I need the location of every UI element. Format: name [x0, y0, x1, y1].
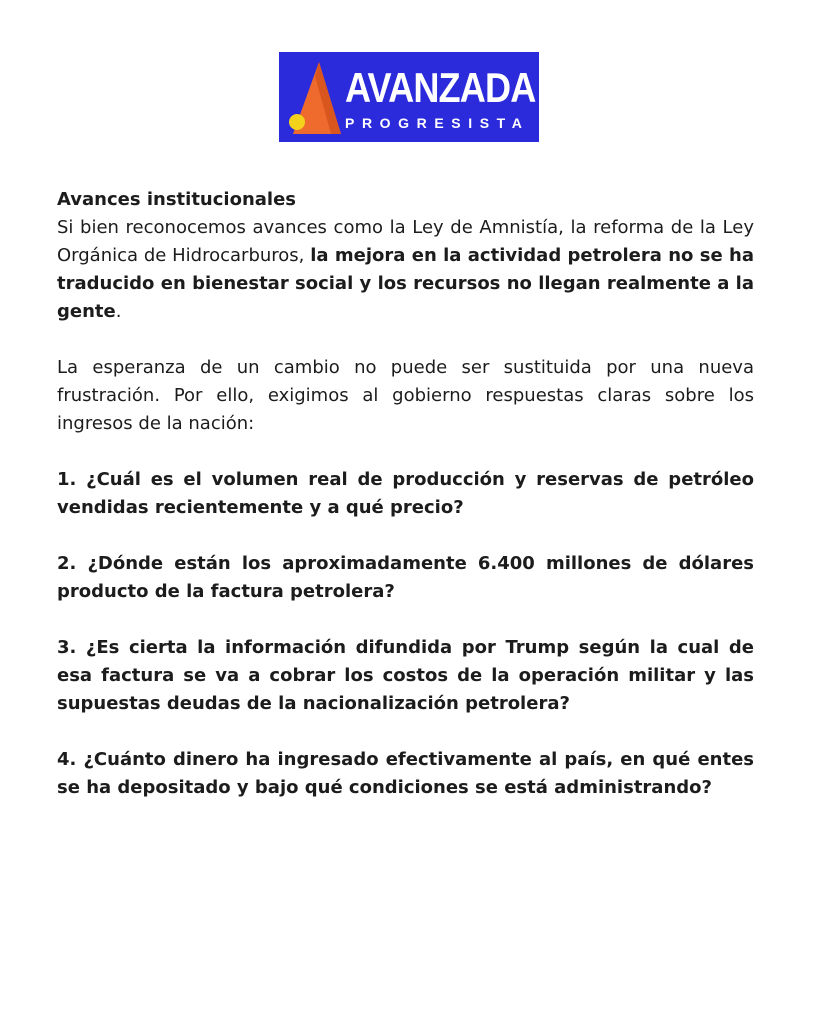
paragraph-emphasis-text: la mejora en la actividad petrolera no se ha traducido en bienestar social y los recursos no llegan realmente a la gente: [57, 245, 754, 322]
section-heading: Avances institucionales: [57, 189, 296, 210]
question-1: 1. ¿Cuál es el volumen real de producción y reservas de petróleo vendidas recientemente y a qué precio?: [57, 469, 754, 518]
logo-yellow-dot: [289, 114, 305, 130]
logo-title: AVANZADA: [345, 64, 536, 111]
paragraph-institutional-advances: [57, 214, 754, 326]
question-4: 4. ¿Cuánto dinero ha ingresado efectivamente al país, en qué entes se ha depositado y bajo qué condiciones se está administrando?: [57, 749, 754, 798]
question-2: 2. ¿Dónde están los aproximadamente 6.400 millones de dólares producto de la factura petrolera?: [57, 553, 754, 602]
logo-triangle-icon: [279, 52, 351, 142]
paragraph-intro-text: Si bien reconocemos avances como la Ley de Amnistía, la reforma de la Ley Orgánica de Hidrocarburos,: [57, 217, 754, 266]
logo-subtitle: PROGRESISTA: [345, 115, 530, 131]
question-3: 3. ¿Es cierta la información difundida por Trump según la cual de esa factura se va a cobrar los costos de la operación militar y las supuestas deudas de la nacionalización petrolera?: [57, 637, 754, 714]
avanzada-progresista-logo: [279, 52, 539, 142]
document-body: [57, 186, 754, 802]
paragraph-hope: La esperanza de un cambio no puede ser sustituida por una nueva frustración. Por ello, exigimos al gobierno respuestas claras sobre los ingresos de la nación:: [57, 357, 754, 434]
paragraph-end-text: .: [115, 301, 122, 322]
